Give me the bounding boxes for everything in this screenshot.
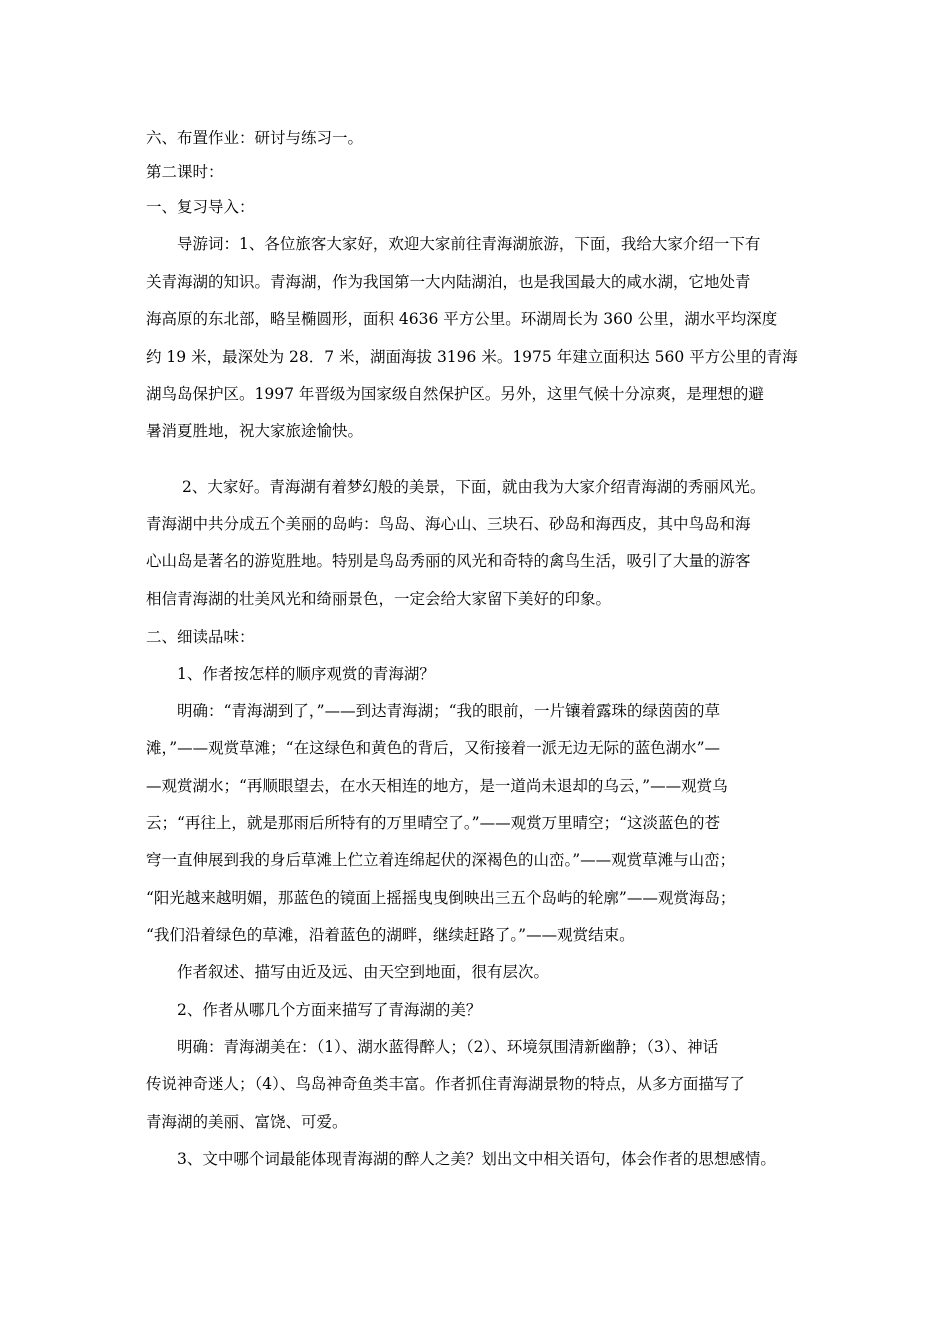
paragraph-line: 相信青海湖的壮美风光和绮丽景色，一定会给大家留下美好的印象。 [146,590,612,608]
paragraph-line: “我们沿着绿色的草滩，沿着蓝色的湖畔，继续赶路了。”——观赏结束。 [146,926,635,944]
question-line: 3、文中哪个词最能体现青海湖的醉人之美？划出文中相关语句，体会作者的思想感情。 [177,1150,776,1168]
paragraph-line: “阳光越来越明媚，那蓝色的镜面上摇摇曳曳倒映出三五个岛屿的轮廓”——观赏海岛； [146,889,736,907]
lesson-two-heading: 第二课时： [146,163,224,181]
question-line: 1、作者按怎样的顺序观赏的青海湖？ [177,665,435,683]
review-heading: 一、复习导入： [146,198,255,216]
paragraph-line: 约 19 米，最深处为 28．7 米，湖面海拔 3196 米。1975 年建立面积达 560 平方公里的青海 [146,348,798,366]
paragraph-line: 2、大家好。青海湖有着梦幻般的美景，下面，就由我为大家介绍青海湖的秀丽风光。 [182,478,766,496]
paragraph-line: 暑消夏胜地，祝大家旅途愉快。 [146,422,364,440]
paragraph-line: 明确：“青海湖到了，”——到达青海湖；“我的眼前，一片镶着露珠的绿茵茵的草 [177,702,721,720]
paragraph-line: 穹一直伸展到我的身后草滩上伫立着连绵起伏的深褐色的山峦。”——观赏草滩与山峦； [146,851,736,869]
paragraph-line: 传说神奇迷人；（4）、鸟岛神奇鱼类丰富。作者抓住青海湖景物的特点，从多方面描写了 [146,1075,745,1093]
paragraph-line: 青海湖的美丽、富饶、可爱。 [146,1113,348,1131]
paragraph-line: 关青海湖的知识。青海湖，作为我国第一大内陆湖泊，也是我国最大的咸水湖，它地处青 [146,273,751,291]
paragraph-line: 青海湖中共分成五个美丽的岛屿：鸟岛、海心山、三块石、砂岛和海西皮，其中鸟岛和海 [146,515,751,533]
paragraph-line: 作者叙述、描写由近及远、由天空到地面，很有层次。 [177,963,550,981]
paragraph-line: 湖鸟岛保护区。1997 年晋级为国家级自然保护区。另外，这里气候十分凉爽，是理想的避 [146,385,764,403]
paragraph-line: 海高原的东北部，略呈椭圆形，面积 4636 平方公里。环湖周长为 360 公里，湖水平均深度 [146,310,778,328]
paragraph-line: 滩，”——观赏草滩；“在这绿色和黄色的背后，又衔接着一派无边无际的蓝色湖水”— [146,739,721,757]
paragraph-line: 明确：青海湖美在：（1）、湖水蓝得醉人；（2）、环境氛围清新幽静；（3）、神话 [177,1038,719,1056]
paragraph-line: 心山岛是著名的游览胜地。特别是鸟岛秀丽的风光和奇特的禽鸟生活，吸引了大量的游客 [146,552,751,570]
close-reading-heading: 二、细读品味： [146,628,255,646]
homework-heading: 六、布置作业：研讨与练习一。 [146,129,364,147]
question-line: 2、作者从哪几个方面来描写了青海湖的美？ [177,1001,482,1019]
paragraph-line: 云；“再往上，就是那雨后所特有的万里晴空了。”——观赏万里晴空；“这淡蓝色的苍 [146,814,721,832]
paragraph-line: —观赏湖水；“再顺眼望去，在水天相连的地方，是一道尚未退却的乌云，”——观赏乌 [146,777,728,795]
paragraph-line: 导游词：1、各位旅客大家好，欢迎大家前往青海湖旅游，下面，我给大家介绍一下有 [177,235,761,253]
